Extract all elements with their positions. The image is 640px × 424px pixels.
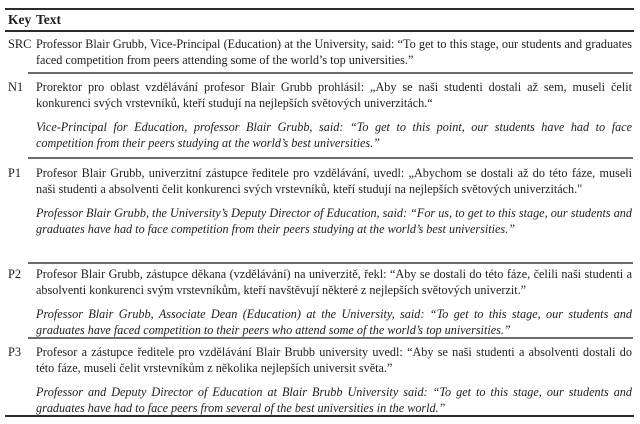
row-key: P1 [8,166,22,180]
table-header-row [8,12,634,28]
row-text-cell [36,37,632,68]
row-text-cell [36,345,632,416]
back-translation-text: Professor Blair Grubb, the University’s Deputy Director of Education, said: “For us, to get to this stage, our students and graduates have had to face competition from their peers studying at the world’s best universities.” [36,206,632,236]
table-row-p2 [8,267,632,338]
row-separator-rule [28,262,633,264]
table-row-p3 [8,345,632,416]
table-row-p1 [8,166,632,237]
table-row-n1 [8,80,632,151]
row-text-cell [36,80,632,151]
translation-text: Profesor Blair Grubb, univerzitní zástupce ředitele pro vzdělávání, uvedl: „Abychom se dostali až do této fáze, museli naši studenti a absolventi čelit konkurenci svých vrstevníků, kteří studují na nejlepších světových univerzitách." [36,166,632,196]
translation-text: Prorektor pro oblast vzdělávání profesor Blair Grubb prohlásil: „Aby se naši studenti dostali až sem, museli čelit konkurenci svých vrstevníků, kteří studují na nejlepších světových univerzitách.“ [36,80,632,110]
row-key: N1 [8,80,24,94]
row-key: P3 [8,345,22,359]
row-text-cell [36,166,632,237]
table-row-src [8,37,632,68]
back-translation-text: Professor Blair Grubb, Associate Dean (Education) at the University, said: “To get to this stage, our students and graduates have faced competition to their peers who attend some of the world’s top universities.” [36,307,632,337]
source-text: Professor Blair Grubb, Vice-Principal (Education) at the University, said: “To get to this stage, our students and graduates faced competition from peers attending some of the world’s top universities.” [36,37,632,67]
back-translation-text: Professor and Deputy Director of Education at Blair Brubb University said: “To get to this stage, our students and graduates have had to face peers from several of the best universities in the world.” [36,385,632,415]
row-text-cell [36,267,632,338]
row-separator-rule [28,72,633,74]
row-key: P2 [8,267,22,281]
table-top-rule [5,8,634,10]
header-bottom-rule [5,30,634,32]
row-key: SRC [8,37,32,51]
table-bottom-rule [5,415,634,417]
column-header-key: Key [8,12,32,27]
row-separator-rule [28,157,633,159]
row-separator-rule [28,337,633,339]
translation-text: Profesor Blair Grubb, zástupce děkana (vzdělávání) na univerzitě, řekl: “Aby se dostali do této fáze, čelili naši studenti a absolventi konkurenci svým vrstevníkům, kteří navštěvují některé z nejlepších světových univerzit.” [36,267,632,297]
column-header-text: Text [36,12,62,27]
back-translation-text: Vice-Principal for Education, professor Blair Grubb, said: “To get to this point, our students have had to face competition from their peers studying at the world’s best universities.” [36,120,632,150]
translation-text: Profesor a zástupce ředitele pro vzdělávání Blair Brubb university uvedl: “Aby se naši studenti a absolventi dostali do této fáze, museli čelit vrstevníkům z několika nejlepších universit světa.” [36,345,632,375]
